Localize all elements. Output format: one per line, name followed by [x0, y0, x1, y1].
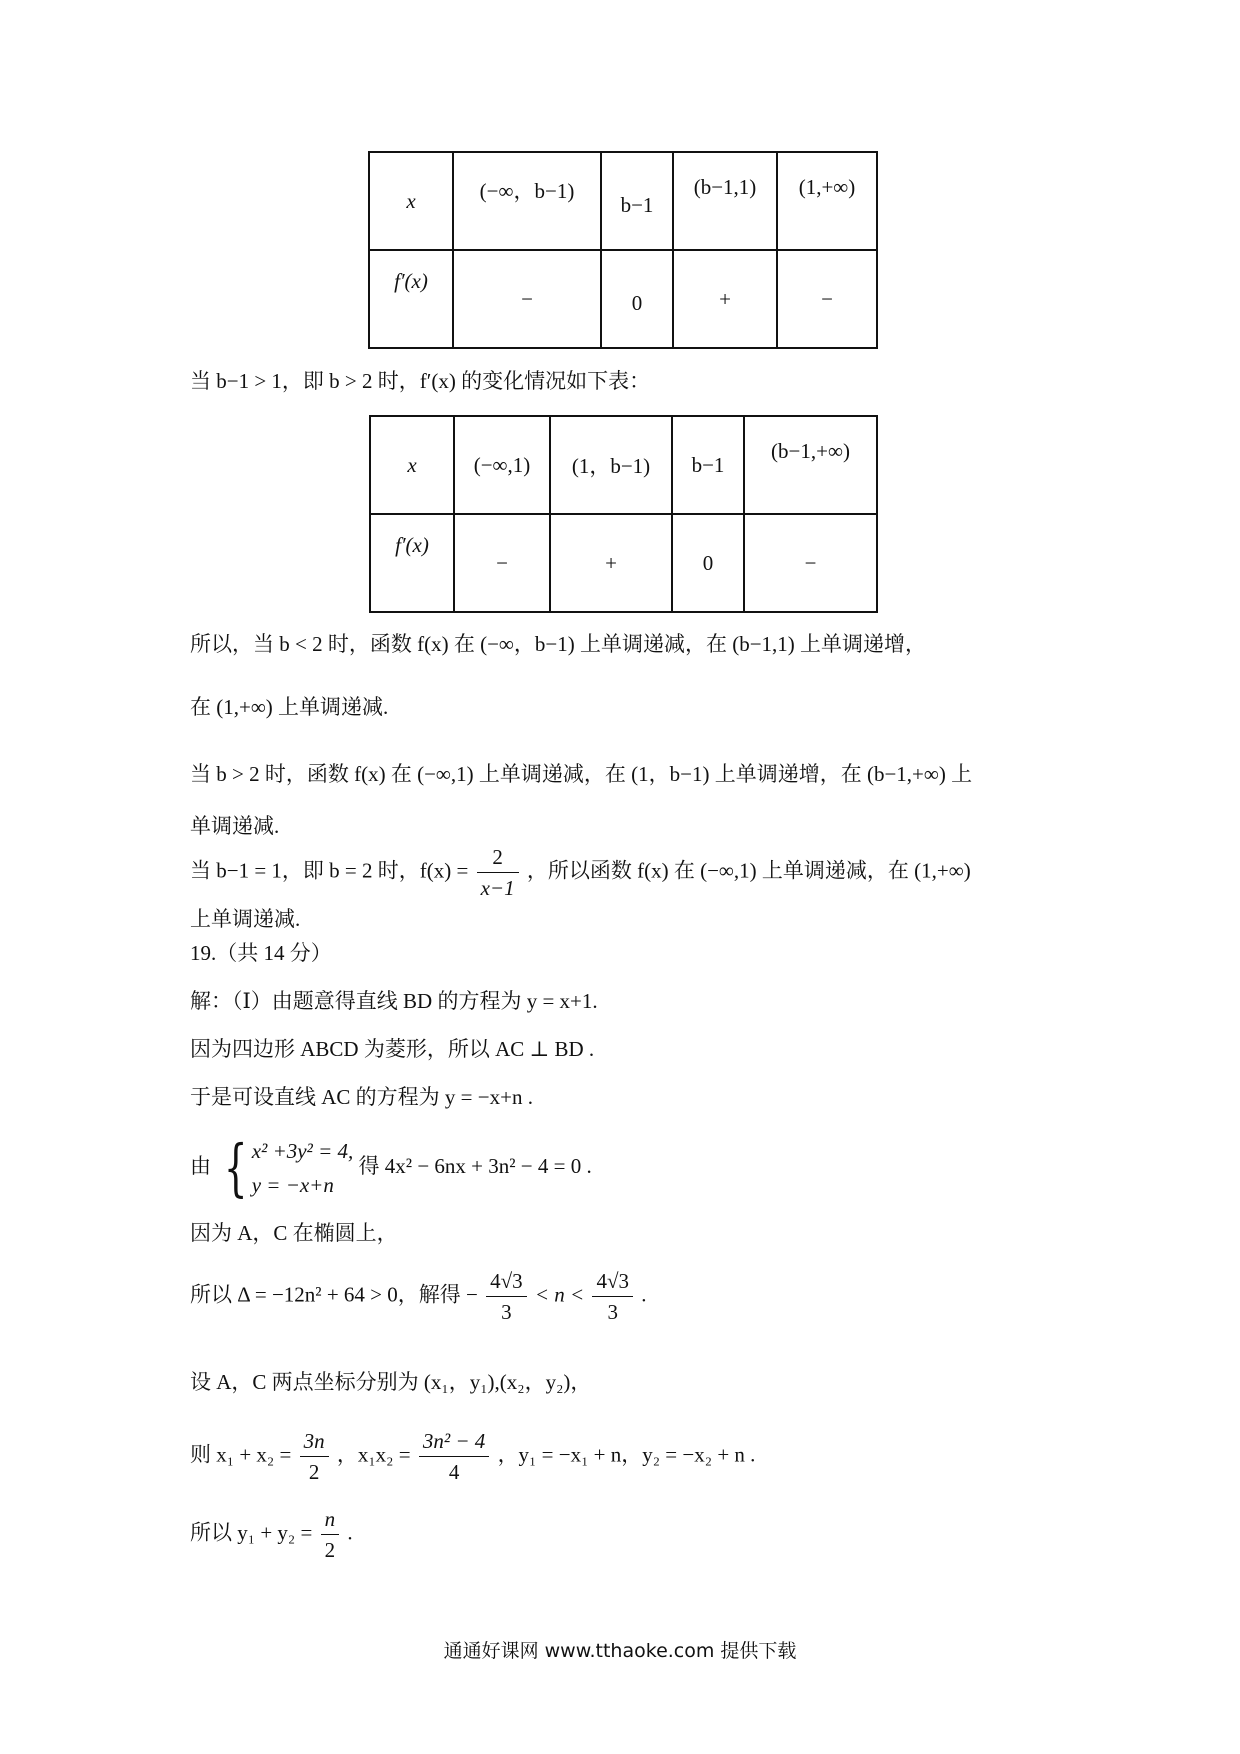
vieta-f2-num: 3n² − 4: [419, 1428, 489, 1457]
table2-sign-1: −: [454, 514, 550, 612]
solution-line-7: 设 A，C 两点坐标分别为 (x₁，y₁),(x₂，y₂)，: [190, 1370, 592, 1394]
solution-line-2: 因为四边形 ABCD 为菱形，所以 AC ⊥ BD .: [190, 1037, 595, 1061]
table2-sign-4: −: [744, 514, 877, 612]
table2-header-x: x: [370, 416, 454, 514]
solution-discriminant: [190, 1268, 647, 1325]
vieta-prefix: 则 x₁ + x₂ =: [190, 1442, 292, 1467]
solution-vieta: [190, 1428, 755, 1485]
conclusion-3-prefix: 当 b−1 = 1，即 b = 2 时，f(x) =: [190, 858, 469, 883]
vieta-suffix: ，y₁ = −x₁ + n，y₂ = −x₂ + n .: [497, 1442, 756, 1467]
table2-header-point: b−1: [672, 416, 744, 514]
table1-header-x: x: [369, 152, 453, 250]
discriminant-fraction-2: [592, 1268, 633, 1325]
discriminant-suffix: .: [641, 1282, 647, 1307]
conclusion-3b: 上单调递减.: [190, 907, 301, 931]
table1-header-interval-2: (b−1,1): [673, 152, 777, 250]
sign-table-2: [369, 415, 878, 613]
conclusion-2b: 单调递减.: [190, 814, 280, 838]
page-footer: 通通好课网 www.tthaoke.com 提供下载: [443, 1640, 797, 1662]
system-row-1: x² +3y² = 4,: [251, 1139, 354, 1163]
vieta-f1-den: 2: [308, 1460, 320, 1484]
table1-header-point: b−1: [601, 152, 673, 250]
table1-sign-3: +: [673, 250, 777, 348]
vieta-f1-num: 3n: [300, 1428, 329, 1457]
solution-system: [190, 1131, 592, 1204]
conclusion-1b: 在 (1,+∞) 上单调递减.: [190, 695, 389, 719]
table2-sign-2: +: [550, 514, 672, 612]
conclusion-3-den: x−1: [480, 876, 515, 900]
equation-system: [216, 1131, 354, 1204]
table2-header-interval-1: (−∞,1): [454, 416, 550, 514]
left-brace-icon: {: [224, 1131, 248, 1204]
discriminant-f2-den: 3: [607, 1300, 618, 1324]
conclusion-3: [190, 844, 971, 901]
discriminant-f1-den: 3: [501, 1300, 512, 1324]
solution-y-sum: [190, 1506, 353, 1563]
discriminant-prefix: 所以 Δ = −12n² + 64 > 0，解得 −: [190, 1282, 478, 1307]
vieta-fraction-1: [300, 1428, 329, 1485]
discriminant-mid: < n <: [534, 1282, 585, 1307]
table2-header-interval-3: (b−1,+∞): [744, 416, 877, 514]
discriminant-f1-num: 4√3: [486, 1268, 527, 1297]
system-suffix: 得 4x² − 6nx + 3n² − 4 = 0 .: [358, 1153, 592, 1178]
y-sum-prefix: 所以 y₁ + y₂ =: [190, 1520, 313, 1545]
table1-sign-1: −: [453, 250, 601, 348]
table1-row-label: f′(x): [369, 250, 453, 348]
vieta-f2-den: 4: [448, 1460, 460, 1484]
conclusion-3-fraction: [477, 844, 519, 901]
table1-header-interval-1: (−∞，b−1): [453, 152, 601, 250]
vieta-fraction-2: [419, 1428, 489, 1485]
table2-sign-3: 0: [672, 514, 744, 612]
conclusion-3-num: 2: [477, 844, 519, 873]
problem-19-header: 19.（共 14 分）: [190, 941, 332, 965]
discriminant-f2-num: 4√3: [592, 1268, 633, 1297]
discriminant-fraction-1: [486, 1268, 527, 1325]
y-sum-num: n: [321, 1506, 340, 1535]
solution-line-3: 于是可设直线 AC 的方程为 y = −x+n .: [190, 1085, 533, 1109]
conclusion-2a: 当 b > 2 时，函数 f(x) 在 (−∞,1) 上单调递减，在 (1，b−1) 上单调递增，在 (b−1,+∞) 上: [190, 762, 973, 786]
table1-sign-2: 0: [601, 250, 673, 348]
y-sum-suffix: .: [347, 1520, 353, 1545]
table1-header-interval-3: (1,+∞): [777, 152, 877, 250]
table2-row-label: f′(x): [370, 514, 454, 612]
y-sum-den: 2: [324, 1538, 336, 1562]
system-prefix: 由: [190, 1153, 211, 1178]
conclusion-1a: 所以，当 b < 2 时，函数 f(x) 在 (−∞，b−1) 上单调递减，在 (b−1,1) 上单调递增，: [190, 632, 927, 656]
table1-sign-4: −: [777, 250, 877, 348]
conclusion-3-suffix: ，所以函数 f(x) 在 (−∞,1) 上单调递减，在 (1,+∞): [526, 858, 971, 883]
solution-line-1: 解：（Ⅰ）由题意得直线 BD 的方程为 y = x+1.: [190, 989, 598, 1013]
y-sum-fraction: [321, 1506, 340, 1563]
solution-line-5: 因为 A，C 在椭圆上，: [190, 1221, 398, 1245]
vieta-mid: ，x₁x₂ =: [336, 1442, 411, 1467]
system-row-2: y = −x+n: [251, 1173, 334, 1197]
table2-header-interval-2: (1，b−1): [550, 416, 672, 514]
case-intro: 当 b−1 > 1，即 b > 2 时，f′(x) 的变化情况如下表：: [190, 369, 651, 393]
sign-table-1: [368, 151, 878, 349]
